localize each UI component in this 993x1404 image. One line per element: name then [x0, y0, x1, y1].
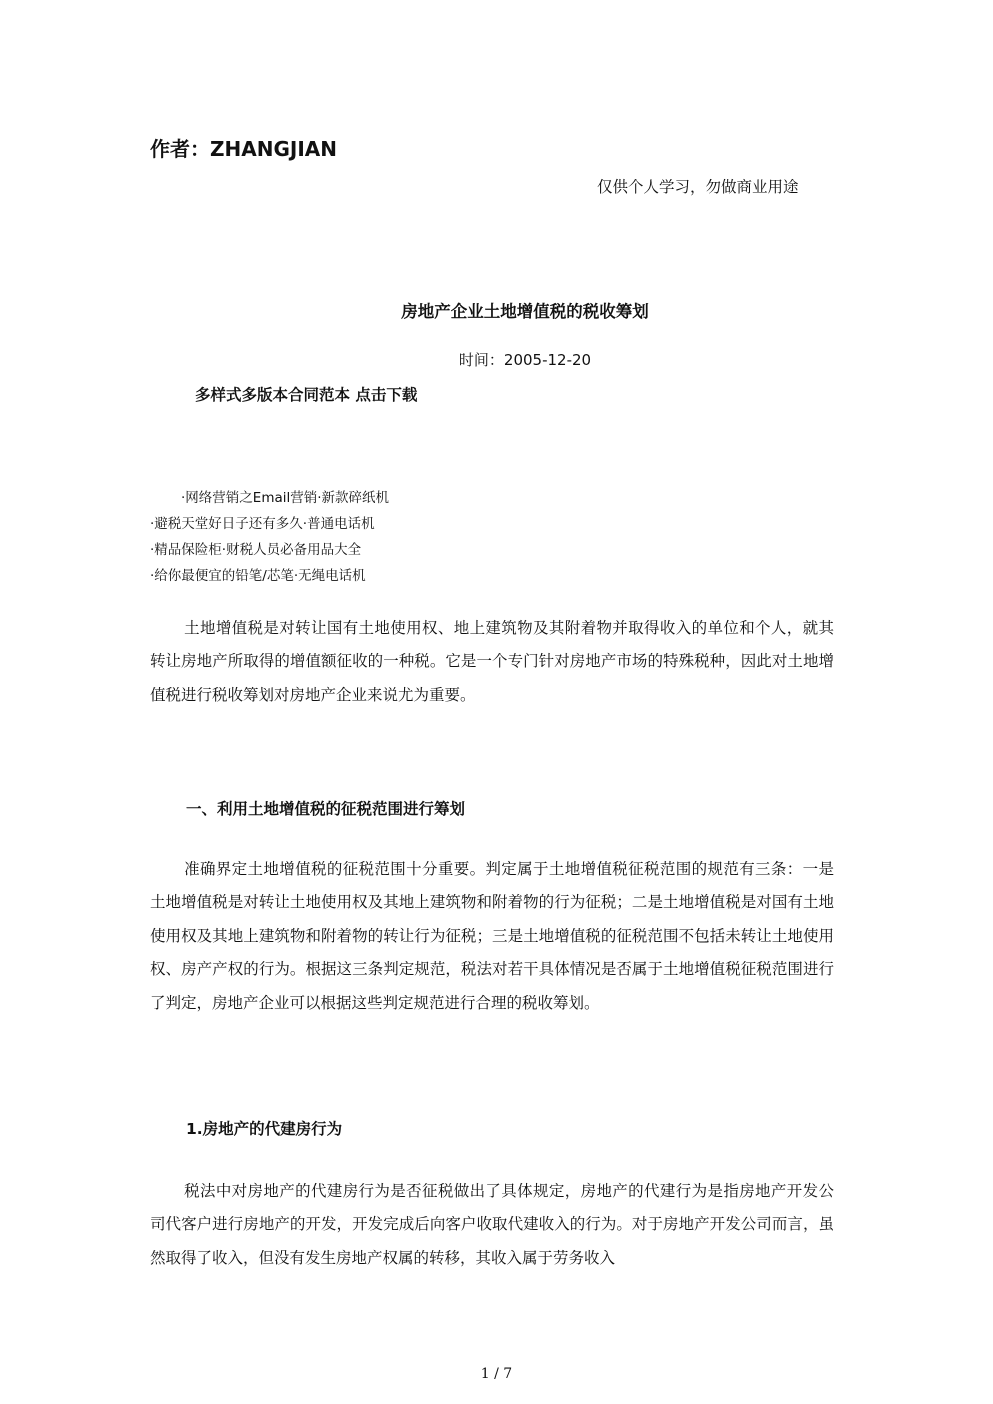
intro-paragraph: 土地增值税是对转让国有土地使用权、地上建筑物及其附着物并取得收入的单位和个人，就其转让房地产所取得的增值额征收的一种税。它是一个专门针对房地产市场的特殊税种，因此对土地增值税进行税收筹划对房地产企业来说尤为重要。 [150, 619, 834, 704]
disclaimer: 仅供个人学习，勿做商业用途 [597, 178, 799, 196]
article-title: 房地产企业土地增值税的税收筹划 [401, 302, 649, 321]
subsection-heading: 1.房地产的代建房行为 [186, 1120, 343, 1138]
related-link[interactable]: ·网络营销之Email营销·新款碎纸机 [181, 490, 390, 506]
related-link[interactable]: ·避税天堂好日子还有多久·普通电话机 [150, 516, 375, 532]
page-number: 1 / 7 [480, 1366, 513, 1382]
section-paragraph: 准确界定土地增值税的征税范围十分重要。判定属于土地增值税征税范围的规范有三条：一是土地增值税是对转让土地使用权及其地上建筑物和附着物的行为征税；二是土地增值税是对国有土地使用权及其地上建筑物和附着物的转让行为征税；三是土地增值税的征税范围不包括未转让土地使用权、房产产权的行为。根据这三条判定规范，税法对若干具体情况是否属于土地增值税征税范围进行了判定，房地产企业可以根据这些判定规范进行合理的税收筹划。 [150, 860, 834, 1012]
related-link[interactable]: ·给你最便宜的铅笔/芯笔·无绳电话机 [150, 568, 366, 584]
author-line: 作者：ZHANGJIAN [150, 137, 337, 161]
section-heading: 一、利用土地增值税的征税范围进行筹划 [186, 800, 466, 818]
contract-download-link[interactable]: 多样式多版本合同范本 点击下载 [195, 386, 418, 404]
subsection-paragraph: 税法中对房地产的代建房行为是否征税做出了具体规定，房地产的代建行为是指房地产开发公司代客户进行房地产的开发，开发完成后向客户收取代建收入的行为。对于房地产开发公司而言，虽然取得了收入，但没有发生房地产权属的转移，其收入属于劳务收入 [150, 1182, 834, 1267]
related-links [150, 485, 389, 589]
related-link[interactable]: ·精品保险柜·财税人员必备用品大全 [150, 542, 362, 558]
publish-date: 时间：2005-12-20 [458, 351, 592, 369]
